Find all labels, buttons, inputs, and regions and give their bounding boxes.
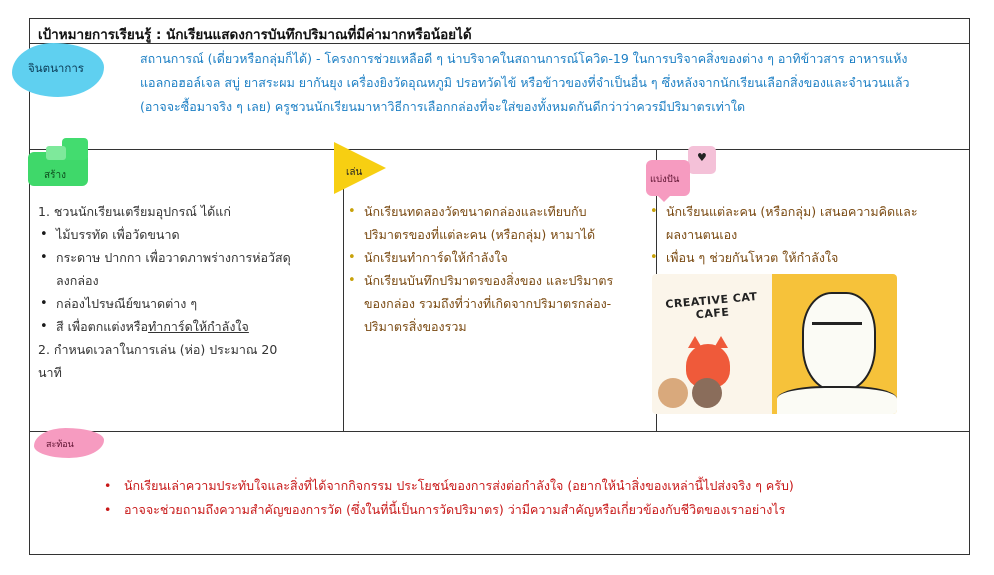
play-column [346,200,631,338]
create-column [38,200,303,384]
avatar [692,378,722,408]
avatar [658,378,688,408]
poster-title: CREATIVE CAT CAFE [664,290,759,322]
divider [30,149,969,150]
create-item-1: 1. ชวนนักเรียนเตรียมอุปกรณ์ ได้แก่ [38,204,231,219]
list-item: • เพื่อน ๆ ช่วยกันโหวต ให้กำลังใจ [650,250,839,265]
underlined-text: ทำการ์ดให้กำลังใจ [148,319,249,334]
list-item: • นักเรียนแต่ละคน (หรือกลุ่ม) เสนอความคิดและผลงานตนเอง [650,204,918,242]
list-item: • นักเรียนบันทึกปริมาตรของสิ่งของ และปริมาตรของกล่อง รวมถึงที่ว่างที่เกิดจากปริมาตรกล่อง-ปริมาตรสิ่งของรวม [348,273,614,334]
list-item: • สี เพื่อตกแต่งหรือทำการ์ดให้กำลังใจ [40,319,249,334]
divider [30,431,969,432]
event-poster-image [652,274,897,414]
list-item: • กระดาษ ปากกา เพื่อวาดภาพร่างการห่อวัสดุลงกล่อง [40,250,291,288]
create-label: สร้าง [44,170,66,181]
glasses-illustration [812,322,862,339]
create-badge [28,138,90,190]
reflect-label: สะท้อน [46,440,74,450]
list-item: • นักเรียนเล่าความประทับใจและสิ่งที่ได้จากกิจกรรม ประโยชน์ของการส่งต่อกำลังใจ (อยากให้นำสิ่งของเหล่านี้ไปส่งจริง ๆ ครับ) [104,478,794,493]
create-item-2: 2. กำหนดเวลาในการเล่น (ห่อ) ประมาณ 20 นาที [38,342,278,380]
list-item: • ไม้บรรทัด เพื่อวัดขนาด [40,227,180,242]
heart-icon: ♥ [697,151,707,164]
play-label: เล่น [346,167,363,178]
share-column [648,200,923,269]
reflect-column [104,474,944,522]
share-label: แบ่งปัน [650,174,680,185]
imagine-label: จินตนาการ [28,61,84,75]
list-item: • นักเรียนทดลองวัดขนาดกล่องและเทียบกับปริมาตรของที่แต่ละคน (หรือกลุ่ม) หามาได้ [348,204,596,242]
list-item: • นักเรียนทำการ์ดให้กำลังใจ [348,250,508,265]
scenario-text: สถานการณ์ (เดี่ยวหรือกลุ่มก็ได้) - โครงการช่วยเหลือดี ๆ น่าบริจาคในสถานการณ์โควิด-19 ในการบริจาคสิ่งของต่าง ๆ อาทิข้าวสาร อาหารแห้ง แอลกอฮอล์เจล สบู่ ยาสระผม ยากันยุง เครื่องยิงวัดอุณหภูมิ ปรอทวัดไข้ หรือข้าวของที่จำเป็นอื่น ๆ ซึ่งหลังจากนักเรียนเลือกสิ่งของและจำนวนแล้ว (อาจจะซื้อมาจริง ๆ เลย) ครูชวนนักเรียนมาหาวิธีการเลือกกล่องที่จะใส่ของทั้งหมดกันดีกว่าว่าควรมีปริมาตรเท่าใด [140,51,910,114]
shirt-illustration [777,386,897,414]
list-item: • กล่องไปรษณีย์ขนาดต่าง ๆ [40,296,198,311]
list-item: • อาจจะช่วยถามถึงความสำคัญของการวัด (ซึ่งในที่นี้เป็นการวัดปริมาตร) ว่ามีความสำคัญหรือเกี่ยวข้องกับชีวิตของเราอย่างไร [104,502,786,517]
person-illustration [802,292,876,392]
share-badge [646,160,690,196]
learning-goal: เป้าหมายการเรียนรู้ : นักเรียนแสดงการบันทึกปริมาณที่มีค่ามากหรือน้อยได้ [38,27,472,43]
